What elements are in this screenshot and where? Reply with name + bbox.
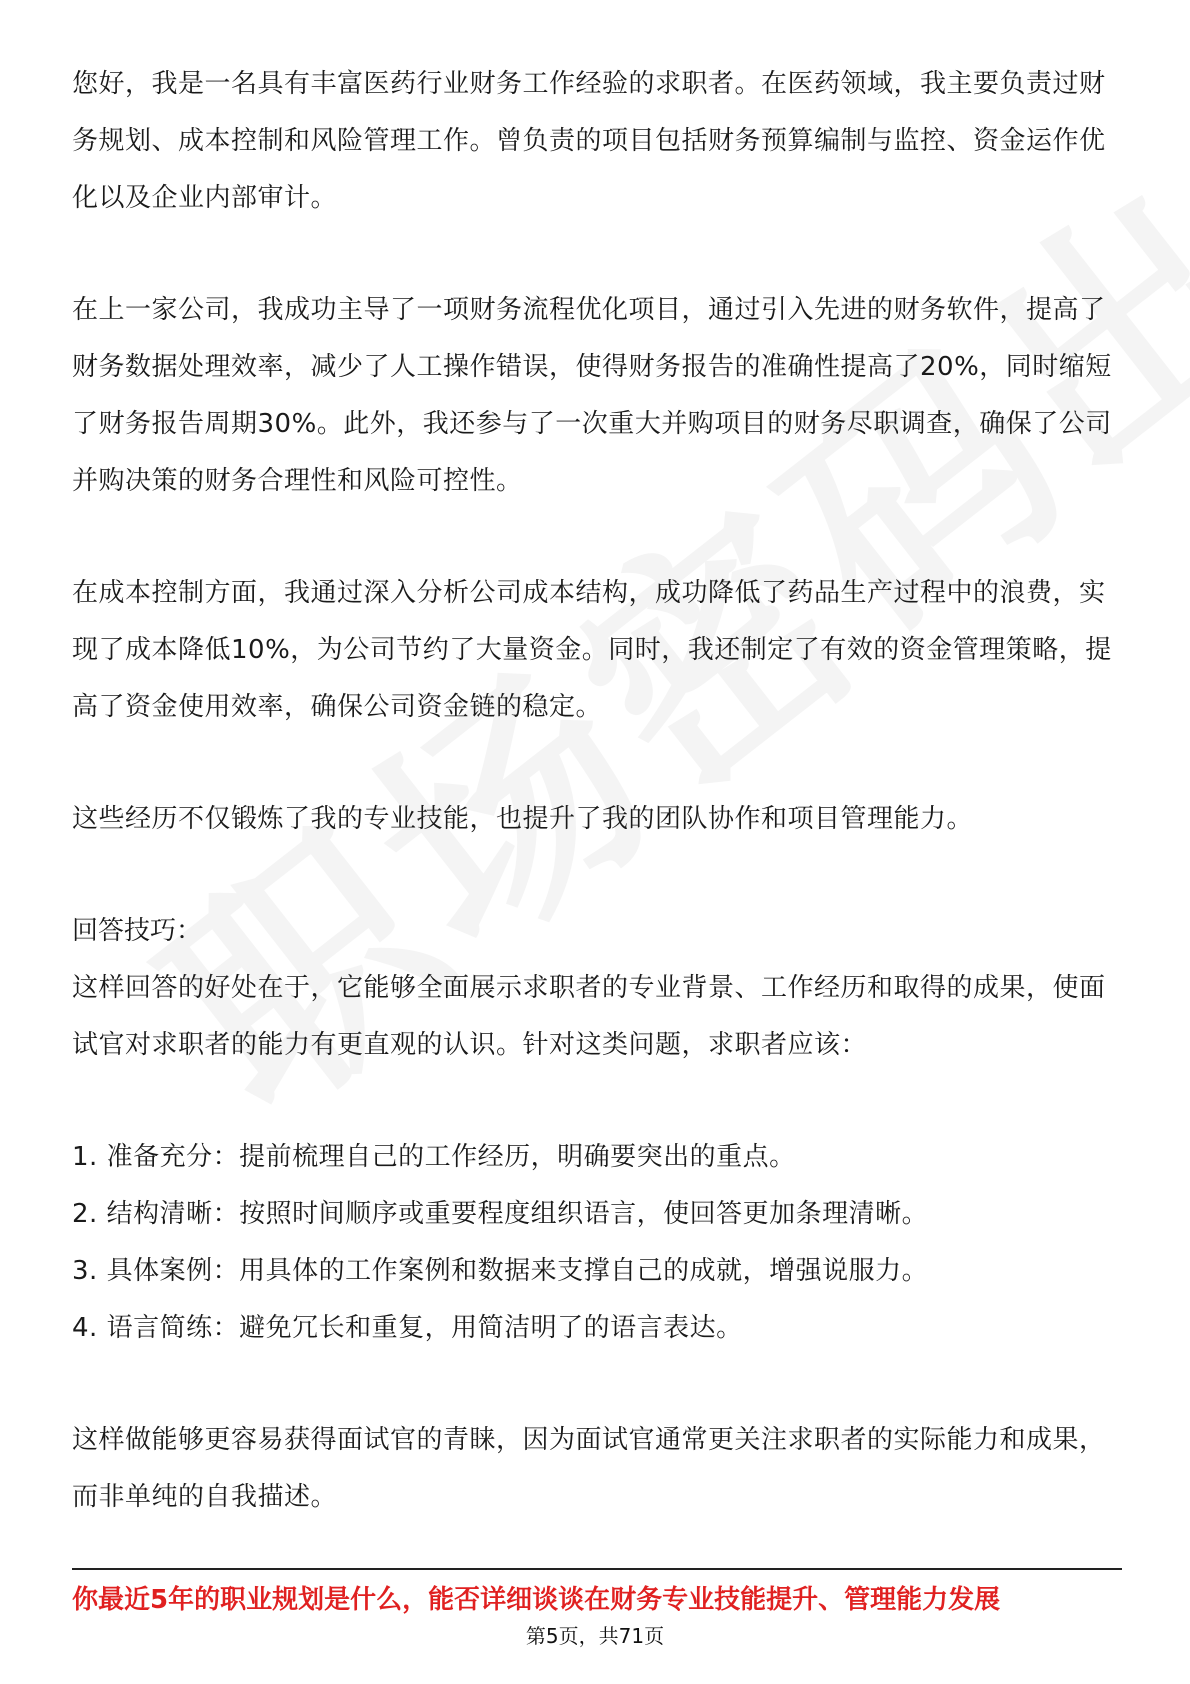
paragraph-project: 在上一家公司，我成功主导了一项财务流程优化项目，通过引入先进的财务软件，提高了财务数据处理效率，减少了人工操作错误，使得财务报告的准确性提高了20%，同时缩短了财务报告周期30%。此外，我还参与了一次重大并购项目的财务尽职调查，确保了公司并购决策的财务合理性和风险可控性。 [72,295,1112,496]
tips-intro: 这样回答的好处在于，它能够全面展示求职者的专业背景、工作经历和取得的成果，使面试官对求职者的能力有更直观的认识。针对这类问题，求职者应该： [72,973,1106,1060]
section-divider [72,1568,1122,1570]
list-item: 1. 准备充分：提前梳理自己的工作经历，明确要突出的重点。 [72,1142,796,1172]
paragraph-summary: 这些经历不仅锻炼了我的专业技能，也提升了我的团队协作和项目管理能力。 [72,804,974,834]
paragraph-intro: 您好，我是一名具有丰富医药行业财务工作经验的求职者。在医药领域，我主要负责过财务规划、成本控制和风险管理工作。曾负责的项目包括财务预算编制与监控、资金运作优化以及企业内部审计。 [72,69,1106,213]
answer-body [72,56,1122,1581]
list-item: 2. 结构清晰：按照时间顺序或重要程度组织语言，使回答更加条理清晰。 [72,1199,929,1229]
paragraph-cost-control: 在成本控制方面，我通过深入分析公司成本结构，成功降低了药品生产过程中的浪费，实现了成本降低10%，为公司节约了大量资金。同时，我还制定了有效的资金管理策略，提高了资金使用效率，确保公司资金链的稳定。 [72,578,1112,722]
page-number: 第5页，共71页 [525,1624,665,1648]
list-item: 4. 语言简练：避免冗长和重复，用简洁明了的语言表达。 [72,1313,743,1343]
next-question-heading: 你最近5年的职业规划是什么，能否详细谈谈在财务专业技能提升、管理能力发展 [72,1585,1001,1615]
tips-list [72,1129,1122,1357]
tips-heading: 回答技巧： [72,916,203,946]
paragraph-conclusion: 这样做能够更容易获得面试官的青睐，因为面试官通常更关注求职者的实际能力和成果，而非单纯的自我描述。 [72,1425,1106,1512]
list-item: 3. 具体案例：用具体的工作案例和数据来支撑自己的成就，增强说服力。 [72,1256,929,1286]
